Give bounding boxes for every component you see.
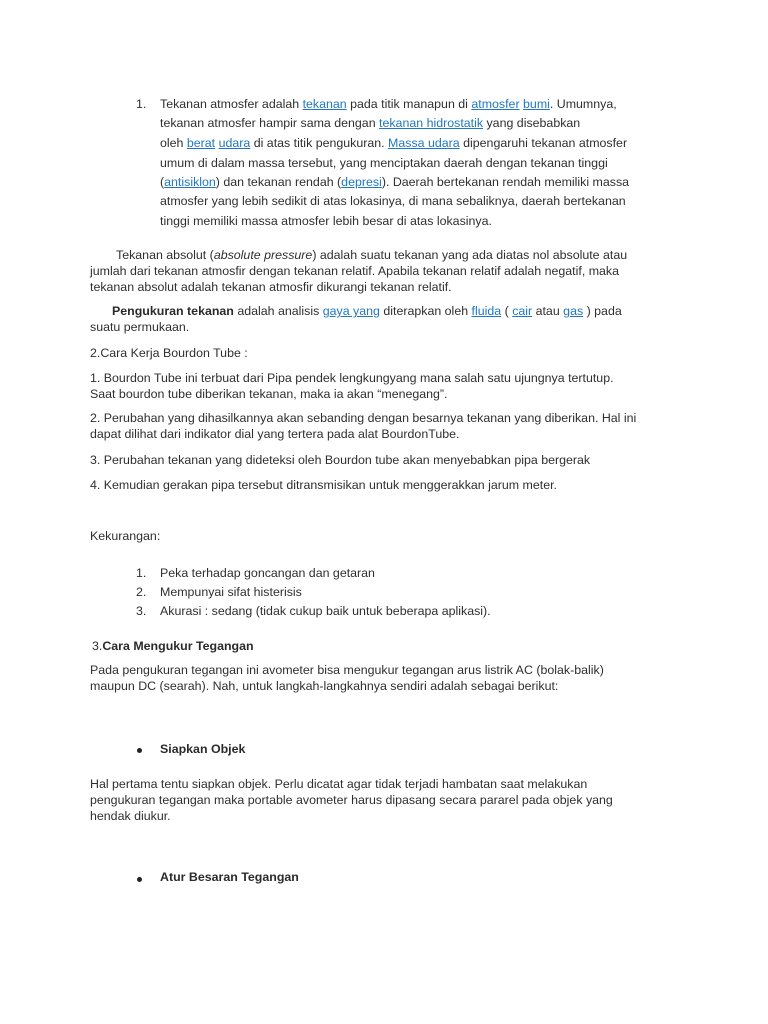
para-line: pengukuran tegangan maka portable avometer harus dipasang secara pararel pada objek yang <box>90 793 613 807</box>
link-massa-udara[interactable]: Massa udara <box>388 136 460 150</box>
link-antisiklon[interactable]: antisiklon <box>164 175 216 189</box>
section-3-heading <box>92 638 692 654</box>
list-item: Peka terhadap goncangan dan getaran <box>160 566 375 580</box>
siapkan-paragraph <box>90 776 690 824</box>
list-item: Akurasi : sedang (tidak cukup baik untuk beberapa aplikasi). <box>160 604 491 618</box>
bullet-heading-siapkan <box>160 740 245 759</box>
text-span: ) pada <box>583 304 622 318</box>
para-line-1 <box>90 303 690 319</box>
step-line: 2. Perubahan yang dihasilkannya akan sebanding dengan besarnya tekanan yang diberikan. Hal ini <box>90 411 637 425</box>
text-span: atau <box>532 304 564 318</box>
text-span: pada titik manapun di <box>346 97 472 111</box>
list-item: Mempunyai sifat histerisis <box>160 585 302 599</box>
list-number: 3. <box>136 604 147 618</box>
step-line: dapat dilihat dari indikator dial yang tertera pada alat BourdonTube. <box>90 427 460 441</box>
text-span: ). Daerah bertekanan rendah memiliki massa <box>381 175 630 189</box>
para-line: hendak diukur. <box>90 809 171 823</box>
para-line: Hal pertama tentu siapkan objek. Perlu dicatat agar tidak terjadi hambatan saat melakukan <box>90 777 588 791</box>
step-3: 3. Perubahan tekanan yang dideteksi oleh Bourdon tube akan menyebabkan pipa bergerak <box>90 453 591 467</box>
intro-line: Pada pengukuran tegangan ini avometer bisa mengukur tegangan arus listrik AC (bolak-balik) <box>90 663 604 677</box>
link-tekanan[interactable]: tekanan <box>302 97 347 111</box>
section-number: 3. <box>92 639 103 653</box>
link-berat[interactable]: berat <box>186 136 216 150</box>
link-gaya-yang[interactable]: gaya yang <box>322 304 380 318</box>
text-span: ) adalah suatu tekanan yang ada diatas nol absolute atau <box>312 248 628 262</box>
section-3-intro <box>90 662 690 694</box>
link-depresi[interactable]: depresi <box>341 175 382 189</box>
list-line-2 <box>160 114 580 133</box>
text-span: Tekanan atmosfer adalah <box>160 97 303 111</box>
text-span: Tekanan absolut ( <box>116 248 214 262</box>
text-span: di atas titik pengukuran. <box>250 136 389 150</box>
step-line: Saat bourdon tube diberikan tekanan, maka ia akan “menegang”. <box>90 387 448 401</box>
section-title: Cara Mengukur Tegangan <box>102 639 254 653</box>
step-2 <box>90 410 690 442</box>
list-line-6: atmosfer yang lebih sedikit di atas lokasinya, di mana sebaliknya, daerah bertekanan <box>160 194 626 208</box>
list-line-5 <box>160 173 629 192</box>
bullet-icon <box>137 748 142 753</box>
list-line-1 <box>160 95 617 114</box>
step-line: 1. Bourdon Tube ini terbuat dari Pipa pendek lengkungyang mana salah satu ujungnya tertutup. <box>90 371 614 385</box>
text-span: oleh <box>160 136 187 150</box>
text-span: ( <box>501 304 513 318</box>
absolute-pressure-paragraph <box>90 247 690 295</box>
list-line-7: tinggi memiliki massa atmosfer lebih besar di atas lokasinya. <box>160 214 492 228</box>
list-number: 1. <box>136 566 147 580</box>
text-span: ) dan tekanan rendah ( <box>215 175 342 189</box>
link-tekanan-hidrostatik[interactable]: tekanan hidrostatik <box>379 116 484 130</box>
list-line-3 <box>160 134 627 153</box>
text-span: diterapkan oleh <box>379 304 472 318</box>
bullet-heading-atur <box>160 868 299 887</box>
bold-term: Atur Besaran Tegangan <box>160 870 299 884</box>
list-number: 2. <box>136 585 147 599</box>
list-line-4: umum di dalam massa tersebut, yang menciptakan daerah dengan tekanan tinggi <box>160 156 608 170</box>
text-span: dipengaruhi tekanan atmosfer <box>459 136 628 150</box>
link-udara[interactable]: udara <box>218 136 251 150</box>
link-cair[interactable]: cair <box>512 304 533 318</box>
bold-term: Pengukuran tekanan <box>112 304 234 318</box>
pengukuran-paragraph <box>90 303 690 335</box>
link-fluida[interactable]: fluida <box>471 304 502 318</box>
bold-term: Siapkan Objek <box>160 742 246 756</box>
bullet-icon <box>137 877 142 882</box>
text-span: adalah analisis <box>233 304 323 318</box>
kekurangan-title: Kekurangan: <box>90 529 161 543</box>
intro-line: maupun DC (searah). Nah, untuk langkah-langkahnya sendiri adalah sebagai berikut: <box>90 679 559 693</box>
para-line-3: tekanan absolut adalah tekanan atmosfir dikurangi tekanan relatif. <box>90 280 452 294</box>
cara-kerja-title: 2.Cara Kerja Bourdon Tube : <box>90 346 248 360</box>
link-gas[interactable]: gas <box>563 304 584 318</box>
para-line-1 <box>90 247 690 263</box>
text-span: yang disebabkan <box>483 116 581 130</box>
text-span: tekanan atmosfer hampir sama dengan <box>160 116 380 130</box>
step-1 <box>90 370 690 402</box>
text-span: ( <box>160 175 165 189</box>
text-span: . Umumnya, <box>549 97 617 111</box>
para-line-2: jumlah dari tekanan atmosfir dengan tekanan relatif. Apabila tekanan relatif adalah negatif, maka <box>90 264 620 278</box>
list-number: 1. <box>136 97 147 111</box>
para-line-2: suatu permukaan. <box>90 320 190 334</box>
link-atmosfer[interactable]: atmosfer <box>471 97 520 111</box>
step-4: 4. Kemudian gerakan pipa tersebut ditransmisikan untuk menggerakkan jarum meter. <box>90 478 557 492</box>
link-bumi[interactable]: bumi <box>523 97 550 111</box>
italic-term: absolute pressure <box>213 248 313 262</box>
